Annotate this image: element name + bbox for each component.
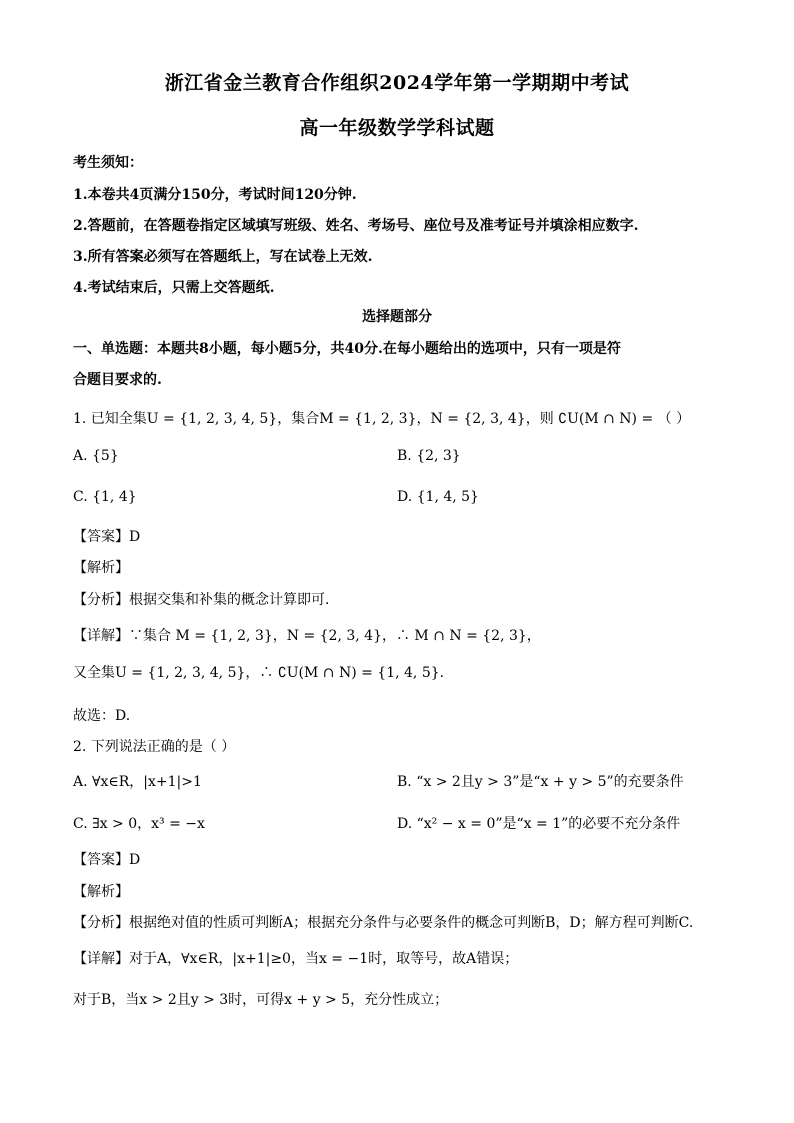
q2-analysis: 【分析】根据绝对值的性质可判断A；根据充分条件与必要条件的概念可判断B，D；解方程可判断C. xyxy=(73,915,694,931)
q1-analysis: 【分析】根据交集和补集的概念计算即可. xyxy=(73,592,330,608)
exam-title: 浙江省金兰教育合作组织2024学年第一学期期中考试 xyxy=(164,72,630,94)
exam-subtitle: 高一年级数学学科试题 xyxy=(299,117,495,139)
section-title: 选择题部分 xyxy=(362,309,432,325)
section-intro-line1: 一、单选题：本题共8小题，每小题5分，共40分.在每小题给出的选项中，只有一项是符 xyxy=(73,341,621,357)
notice-item-2: 2.答题前，在答题卷指定区域填写班级、姓名、考场号、座位号及准考证号并填涂相应数字. xyxy=(73,218,639,234)
notice-heading: 考生须知： xyxy=(73,155,143,171)
q1-detail-1: 【详解】∵集合 M = {1, 2, 3}，N = {2, 3, 4}，∴ M ∩ N = {2, 3}， xyxy=(73,628,541,644)
q2-option-c: C. ∃x > 0，x³ = −x xyxy=(73,816,205,832)
notice-item-3: 3.所有答案必须写在答题纸上，写在试卷上无效. xyxy=(73,249,373,265)
q1-option-a: A. {5} xyxy=(73,448,119,464)
q2-option-b: B. “x > 2且y > 3”是“x + y > 5”的充要条件 xyxy=(397,774,684,790)
q2-detail-2: 对于B，当x > 2且y > 3时，可得x + y > 5，充分性成立； xyxy=(73,992,449,1008)
section-intro-line2: 合题目要求的. xyxy=(73,372,162,388)
q1-stem: 1. 已知全集U = {1, 2, 3, 4, 5}，集合M = {1, 2, 3}，N = {2, 3, 4}，则 ∁U(M ∩ N) = （ ） xyxy=(73,411,691,427)
q1-analysis-label: 【解析】 xyxy=(73,560,129,576)
q1-option-c: C. {1, 4} xyxy=(73,489,137,505)
q2-answer: 【答案】D xyxy=(73,852,141,868)
q1-option-b: B. {2, 3} xyxy=(397,448,461,464)
q2-option-d: D. “x² − x = 0”是“x = 1”的必要不充分条件 xyxy=(397,816,681,832)
q1-option-d: D. {1, 4, 5} xyxy=(397,489,479,505)
q2-detail-1: 【详解】对于A，∀x∈R，|x+1|≥0，当x = −1时，取等号，故A错误； xyxy=(73,951,519,967)
q2-analysis-label: 【解析】 xyxy=(73,884,129,900)
notice-item-1: 1.本卷共4页满分150分，考试时间120分钟. xyxy=(73,187,357,203)
q1-answer: 【答案】D xyxy=(73,529,141,545)
q1-detail-2: 又全集U = {1, 2, 3, 4, 5}，∴ ∁U(M ∩ N) = {1, 4, 5}. xyxy=(73,665,445,681)
q2-stem: 2. 下列说法正确的是（ ） xyxy=(73,739,236,755)
notice-item-4: 4.考试结束后，只需上交答题纸. xyxy=(73,280,275,296)
q2-option-a: A. ∀x∈R，|x+1|>1 xyxy=(73,774,202,790)
q1-conclusion: 故选：D. xyxy=(73,708,131,724)
